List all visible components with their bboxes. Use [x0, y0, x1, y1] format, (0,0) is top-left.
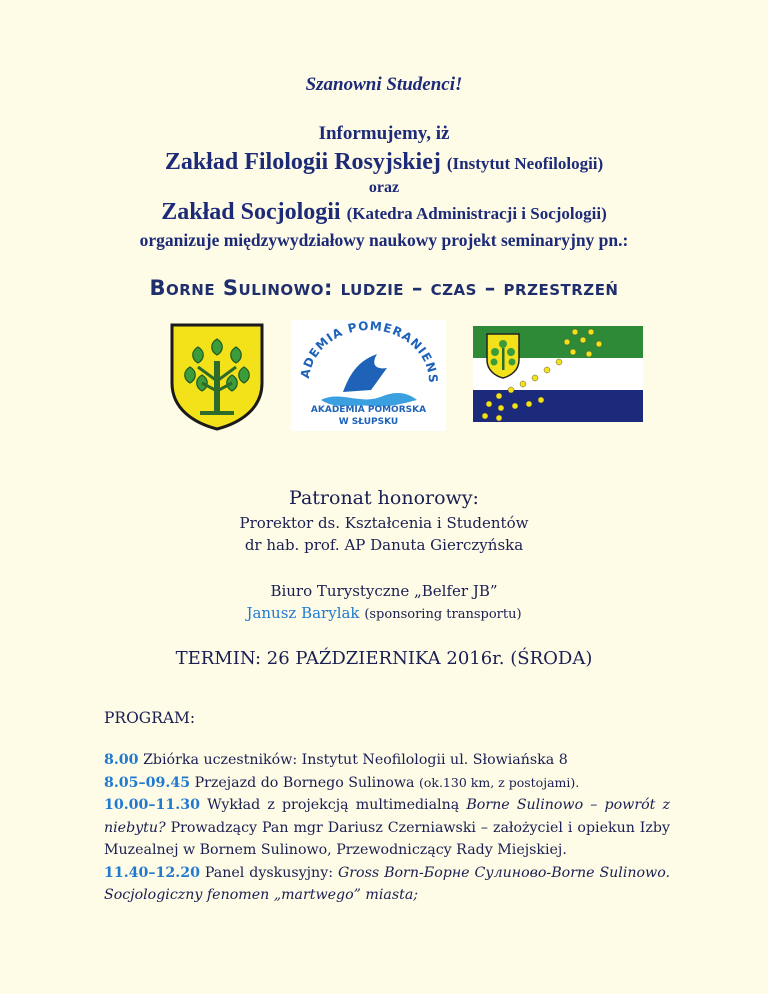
department-2-name: Zakład Socjologii: [161, 199, 341, 225]
program-text: Zbiórka uczestników: Instytut Neofilologii ul. Słowiańska 8: [138, 752, 568, 768]
program-text: Wykład z projekcją multimedialną: [199, 797, 467, 813]
program-text: Przejazd do Bornego Sulinowa: [190, 774, 419, 791]
patronage-heading: Patronat honorowy:: [289, 487, 479, 509]
academy-logo: [291, 320, 446, 431]
program-time: 8.00: [104, 752, 139, 768]
program-item: [104, 772, 670, 795]
program-item: [104, 794, 670, 862]
patron-name: dr hab. prof. AP Danuta Gierczyńska: [244, 536, 524, 554]
town-flag-icon: [473, 326, 643, 422]
department-1: [0, 148, 768, 178]
academy-name-line1: AKADEMIA POMORSKA: [310, 405, 427, 415]
conjunction: oraz: [368, 179, 400, 196]
program-note: (ok.130 km, z postojami).: [418, 774, 580, 790]
sponsor-organization: Biuro Turystyczne „Belfer JB”: [270, 582, 498, 600]
event-date: TERMIN: 26 PAŹDZIERNIKA 2016r. (ŚRODA): [175, 648, 593, 669]
patronage-block: [0, 484, 768, 626]
department-2-institute: (Katedra Administracji i Socjologii): [346, 204, 607, 223]
program-item: [104, 862, 670, 907]
coat-of-arms-icon: [168, 321, 266, 431]
program-panel-title: Gross Born-Борне Сулиново-Borne Sulinowo. Socjologiczny fenomen „martwego” miasta;: [104, 864, 670, 903]
program-list: [104, 749, 670, 907]
intro-block: [0, 120, 768, 252]
patron-role: Prorektor ds. Kształcenia i Studentów: [239, 514, 529, 532]
academy-name-line2: W SŁUPSKU: [338, 417, 399, 427]
academy-latin-name: ADEMIA POMERANIENS: [298, 320, 441, 385]
sponsor-note: (sponsoring transportu): [364, 607, 522, 622]
program-item: [104, 749, 670, 772]
department-2: [0, 198, 768, 228]
department-1-name: Zakład Filologii Rosyjskiej: [164, 149, 441, 175]
program-text: Panel dyskusyjny:: [199, 864, 338, 881]
program-lecture-title: Borne Sulinowo – powrót z niebytu?: [104, 797, 670, 836]
organizes-line: organizuje międzywydziałowy naukowy projekt seminaryjny pn.:: [139, 230, 629, 250]
sponsor-name: Janusz Barylak: [246, 604, 360, 622]
program-time: 10.00–11.30: [104, 797, 200, 813]
sponsor-line: [0, 602, 768, 626]
greeting: Szanowni Studenci!: [305, 74, 463, 95]
intro-line: Informujemy, iż: [318, 123, 450, 144]
program-text: Prowadzący Pan mgr Dariusz Czerniawski – założyciel i opiekun Izby Muzealnej w Bornem Sulinowo, Przewodniczący Rady Miejskiej.: [104, 819, 670, 858]
project-title: Borne Sulinowo: ludzie – czas – przestrzeń: [149, 276, 619, 300]
program-time: 8.05–09.45: [104, 774, 191, 791]
department-1-institute: (Instytut Neofilologii): [446, 154, 604, 173]
program-heading: PROGRAM:: [104, 709, 196, 727]
program-time: 11.40–12.20: [104, 864, 200, 881]
